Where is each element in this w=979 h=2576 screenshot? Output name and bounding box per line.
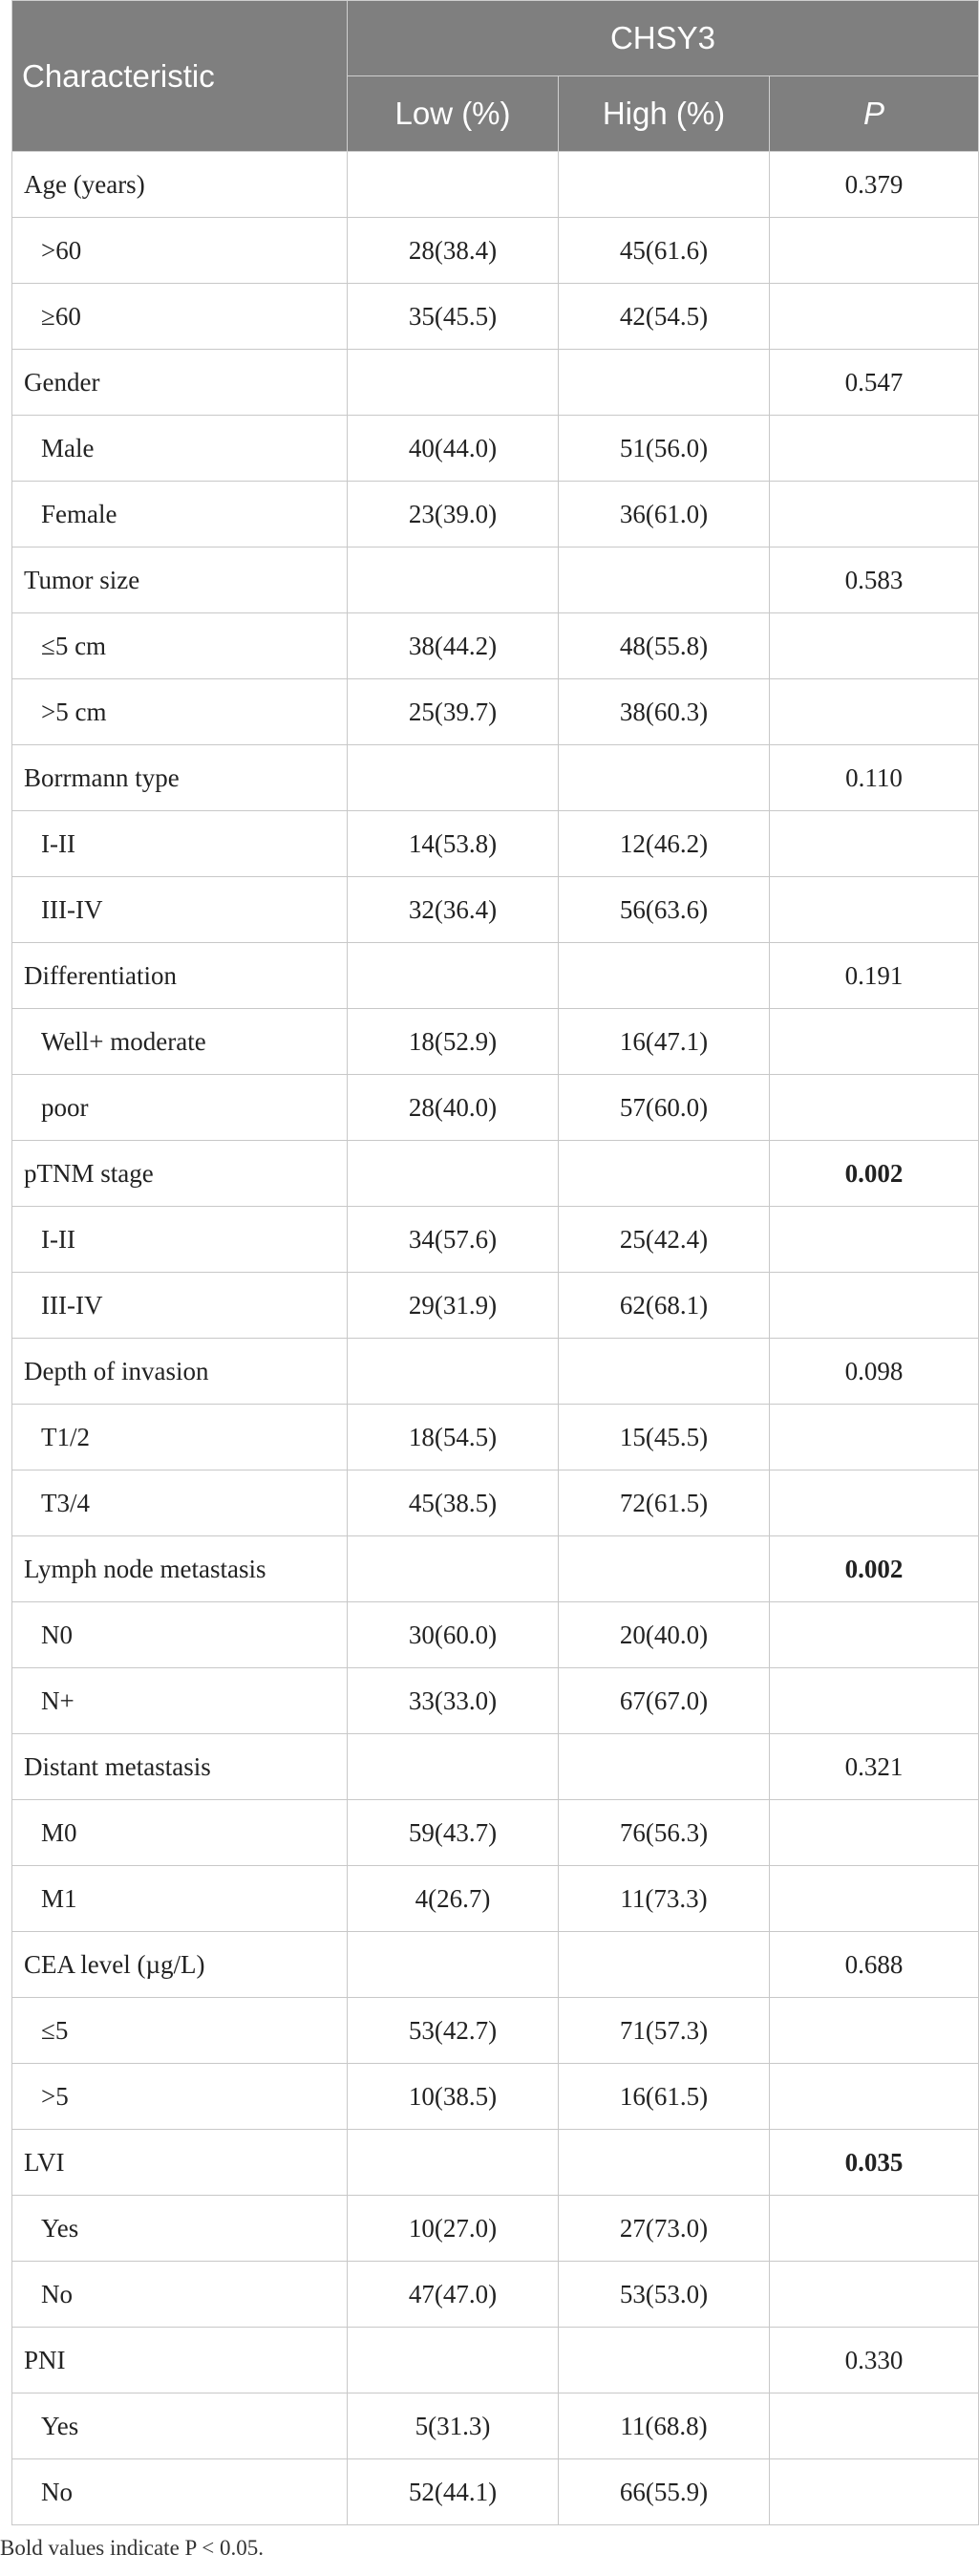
table-row (12, 2394, 979, 2459)
table-row (12, 2064, 979, 2130)
p-value-cell: 0.191 (770, 943, 979, 1009)
low-value-cell: 18(54.5) (348, 1405, 559, 1470)
characteristic-header: Characteristic (12, 1, 348, 152)
table-header (12, 1, 979, 152)
high-value-cell: 27(73.0) (559, 2196, 770, 2262)
low-value-cell: 23(39.0) (348, 482, 559, 547)
high-value-cell: 38(60.3) (559, 679, 770, 745)
p-value-header: P (770, 76, 979, 152)
high-value-cell (559, 2130, 770, 2196)
high-value-cell: 42(54.5) (559, 284, 770, 350)
category-label: ≤5 cm (12, 613, 348, 679)
high-value-cell: 56(63.6) (559, 877, 770, 943)
low-value-cell (348, 1536, 559, 1602)
p-value-cell (770, 2064, 979, 2130)
high-value-cell: 48(55.8) (559, 613, 770, 679)
p-value-cell (770, 2262, 979, 2328)
table-row (12, 2262, 979, 2328)
low-value-cell (348, 547, 559, 613)
table-row (12, 482, 979, 547)
low-value-cell: 40(44.0) (348, 416, 559, 482)
p-value-cell (770, 2196, 979, 2262)
category-label: No (12, 2459, 348, 2525)
table-row (12, 1405, 979, 1470)
high-value-cell: 16(61.5) (559, 2064, 770, 2130)
high-value-cell: 53(53.0) (559, 2262, 770, 2328)
low-value-cell: 34(57.6) (348, 1207, 559, 1273)
characteristic-label: pTNM stage (12, 1141, 348, 1207)
table-group-row (12, 943, 979, 1009)
p-value-cell (770, 416, 979, 482)
table-row (12, 811, 979, 877)
high-value-cell (559, 745, 770, 811)
category-label: N0 (12, 1602, 348, 1668)
characteristic-label: Borrmann type (12, 745, 348, 811)
low-value-cell: 25(39.7) (348, 679, 559, 745)
low-value-cell (348, 152, 559, 218)
high-value-cell: 62(68.1) (559, 1273, 770, 1339)
high-value-cell: 45(61.6) (559, 218, 770, 284)
high-value-cell: 66(55.9) (559, 2459, 770, 2525)
low-value-cell: 30(60.0) (348, 1602, 559, 1668)
low-value-cell: 10(27.0) (348, 2196, 559, 2262)
low-value-cell: 47(47.0) (348, 2262, 559, 2328)
category-label: M0 (12, 1800, 348, 1866)
p-value-cell (770, 1405, 979, 1470)
low-value-cell: 18(52.9) (348, 1009, 559, 1075)
high-value-cell: 36(61.0) (559, 482, 770, 547)
category-label: Yes (12, 2394, 348, 2459)
table-row (12, 679, 979, 745)
high-value-cell: 71(57.3) (559, 1998, 770, 2064)
p-value-cell: 0.379 (770, 152, 979, 218)
high-value-cell (559, 547, 770, 613)
p-value-cell: 0.321 (770, 1734, 979, 1800)
high-value-cell: 12(46.2) (559, 811, 770, 877)
p-value-cell (770, 679, 979, 745)
low-value-cell: 38(44.2) (348, 613, 559, 679)
table-row (12, 2459, 979, 2525)
high-value-cell (559, 350, 770, 416)
table-body (12, 152, 979, 2525)
characteristic-label: Gender (12, 350, 348, 416)
low-value-cell: 53(42.7) (348, 1998, 559, 2064)
high-value-cell: 11(68.8) (559, 2394, 770, 2459)
p-value-cell: 0.583 (770, 547, 979, 613)
category-label: Male (12, 416, 348, 482)
high-value-cell: 67(67.0) (559, 1668, 770, 1734)
p-value-cell: 0.547 (770, 350, 979, 416)
low-value-cell: 59(43.7) (348, 1800, 559, 1866)
high-value-cell (559, 1734, 770, 1800)
p-value-cell (770, 877, 979, 943)
high-value-cell: 51(56.0) (559, 416, 770, 482)
low-value-cell: 33(33.0) (348, 1668, 559, 1734)
high-value-cell: 57(60.0) (559, 1075, 770, 1141)
category-label: ≥60 (12, 284, 348, 350)
category-label: Yes (12, 2196, 348, 2262)
low-value-cell (348, 1339, 559, 1405)
table-group-row (12, 1734, 979, 1800)
category-label: ≤5 (12, 1998, 348, 2064)
high-value-cell: 72(61.5) (559, 1470, 770, 1536)
high-value-cell: 15(45.5) (559, 1405, 770, 1470)
high-value-cell: 11(73.3) (559, 1866, 770, 1932)
low-value-cell (348, 745, 559, 811)
table-row (12, 1470, 979, 1536)
p-value-cell (770, 482, 979, 547)
table-row (12, 613, 979, 679)
low-value-cell: 45(38.5) (348, 1470, 559, 1536)
low-value-cell: 14(53.8) (348, 811, 559, 877)
table-row (12, 1668, 979, 1734)
category-label: T1/2 (12, 1405, 348, 1470)
p-value-cell (770, 1866, 979, 1932)
p-value-cell (770, 1075, 979, 1141)
high-value-cell (559, 1536, 770, 1602)
p-value-cell (770, 2459, 979, 2525)
table-group-row (12, 1141, 979, 1207)
p-value-cell: 0.110 (770, 745, 979, 811)
p-value-cell: 0.688 (770, 1932, 979, 1998)
p-value-cell: 0.002 (770, 1536, 979, 1602)
p-value-cell (770, 1668, 979, 1734)
characteristic-label: Tumor size (12, 547, 348, 613)
table-group-row (12, 2328, 979, 2394)
characteristic-label: Depth of invasion (12, 1339, 348, 1405)
table-row (12, 284, 979, 350)
table-row (12, 1866, 979, 1932)
table-row (12, 1273, 979, 1339)
table-row (12, 877, 979, 943)
p-value-cell (770, 284, 979, 350)
p-value-cell: 0.002 (770, 1141, 979, 1207)
p-value-cell (770, 811, 979, 877)
low-value-cell (348, 1734, 559, 1800)
characteristic-label: Lymph node metastasis (12, 1536, 348, 1602)
table-group-row (12, 547, 979, 613)
category-label: No (12, 2262, 348, 2328)
p-value-cell (770, 1207, 979, 1273)
table-group-row (12, 350, 979, 416)
p-value-cell (770, 613, 979, 679)
high-value-cell (559, 1339, 770, 1405)
p-value-cell (770, 2394, 979, 2459)
category-label: >60 (12, 218, 348, 284)
high-value-cell: 20(40.0) (559, 1602, 770, 1668)
table-row (12, 1998, 979, 2064)
characteristic-label: Differentiation (12, 943, 348, 1009)
p-value-cell (770, 1470, 979, 1536)
table-row (12, 2196, 979, 2262)
table-row (12, 416, 979, 482)
table-row (12, 1800, 979, 1866)
characteristic-label: CEA level (µg/L) (12, 1932, 348, 1998)
high-value-cell: 16(47.1) (559, 1009, 770, 1075)
category-label: >5 cm (12, 679, 348, 745)
high-value-cell (559, 2328, 770, 2394)
p-value-cell (770, 1273, 979, 1339)
low-value-cell: 28(38.4) (348, 218, 559, 284)
low-value-cell (348, 2328, 559, 2394)
table-group-row (12, 2130, 979, 2196)
low-value-cell: 28(40.0) (348, 1075, 559, 1141)
category-label: M1 (12, 1866, 348, 1932)
p-value-cell (770, 1998, 979, 2064)
category-label: N+ (12, 1668, 348, 1734)
characteristics-table (11, 0, 979, 2525)
low-value-cell (348, 350, 559, 416)
p-value-cell: 0.330 (770, 2328, 979, 2394)
high-value-cell: 76(56.3) (559, 1800, 770, 1866)
category-label: Female (12, 482, 348, 547)
low-value-cell: 35(45.5) (348, 284, 559, 350)
low-header: Low (%) (348, 76, 559, 152)
table-group-row (12, 1932, 979, 1998)
category-label: Well+ moderate (12, 1009, 348, 1075)
header-row-1 (12, 1, 979, 76)
high-value-cell (559, 152, 770, 218)
table-group-row (12, 1339, 979, 1405)
table-row (12, 1602, 979, 1668)
characteristic-label: LVI (12, 2130, 348, 2196)
category-label: III-IV (12, 1273, 348, 1339)
low-value-cell: 32(36.4) (348, 877, 559, 943)
category-label: I-II (12, 811, 348, 877)
characteristic-label: Age (years) (12, 152, 348, 218)
low-value-cell: 10(38.5) (348, 2064, 559, 2130)
chsy3-group-header: CHSY3 (348, 1, 979, 76)
high-header: High (%) (559, 76, 770, 152)
low-value-cell (348, 1932, 559, 1998)
footnote: Bold values indicate P < 0.05. (0, 2536, 264, 2560)
category-label: I-II (12, 1207, 348, 1273)
high-value-cell (559, 943, 770, 1009)
low-value-cell: 29(31.9) (348, 1273, 559, 1339)
table-row (12, 1009, 979, 1075)
table-group-row (12, 745, 979, 811)
low-value-cell (348, 943, 559, 1009)
high-value-cell (559, 1141, 770, 1207)
table-row (12, 218, 979, 284)
table-row (12, 1207, 979, 1273)
low-value-cell: 52(44.1) (348, 2459, 559, 2525)
low-value-cell: 4(26.7) (348, 1866, 559, 1932)
table-group-row (12, 152, 979, 218)
table-row (12, 1075, 979, 1141)
p-value-cell (770, 1009, 979, 1075)
p-value-cell: 0.098 (770, 1339, 979, 1405)
p-value-cell (770, 1800, 979, 1866)
low-value-cell (348, 2130, 559, 2196)
high-value-cell: 25(42.4) (559, 1207, 770, 1273)
characteristic-label: PNI (12, 2328, 348, 2394)
category-label: poor (12, 1075, 348, 1141)
high-value-cell (559, 1932, 770, 1998)
low-value-cell: 5(31.3) (348, 2394, 559, 2459)
category-label: >5 (12, 2064, 348, 2130)
low-value-cell (348, 1141, 559, 1207)
p-value-cell: 0.035 (770, 2130, 979, 2196)
p-value-cell (770, 218, 979, 284)
category-label: T3/4 (12, 1470, 348, 1536)
category-label: III-IV (12, 877, 348, 943)
characteristic-label: Distant metastasis (12, 1734, 348, 1800)
p-value-cell (770, 1602, 979, 1668)
table-group-row (12, 1536, 979, 1602)
